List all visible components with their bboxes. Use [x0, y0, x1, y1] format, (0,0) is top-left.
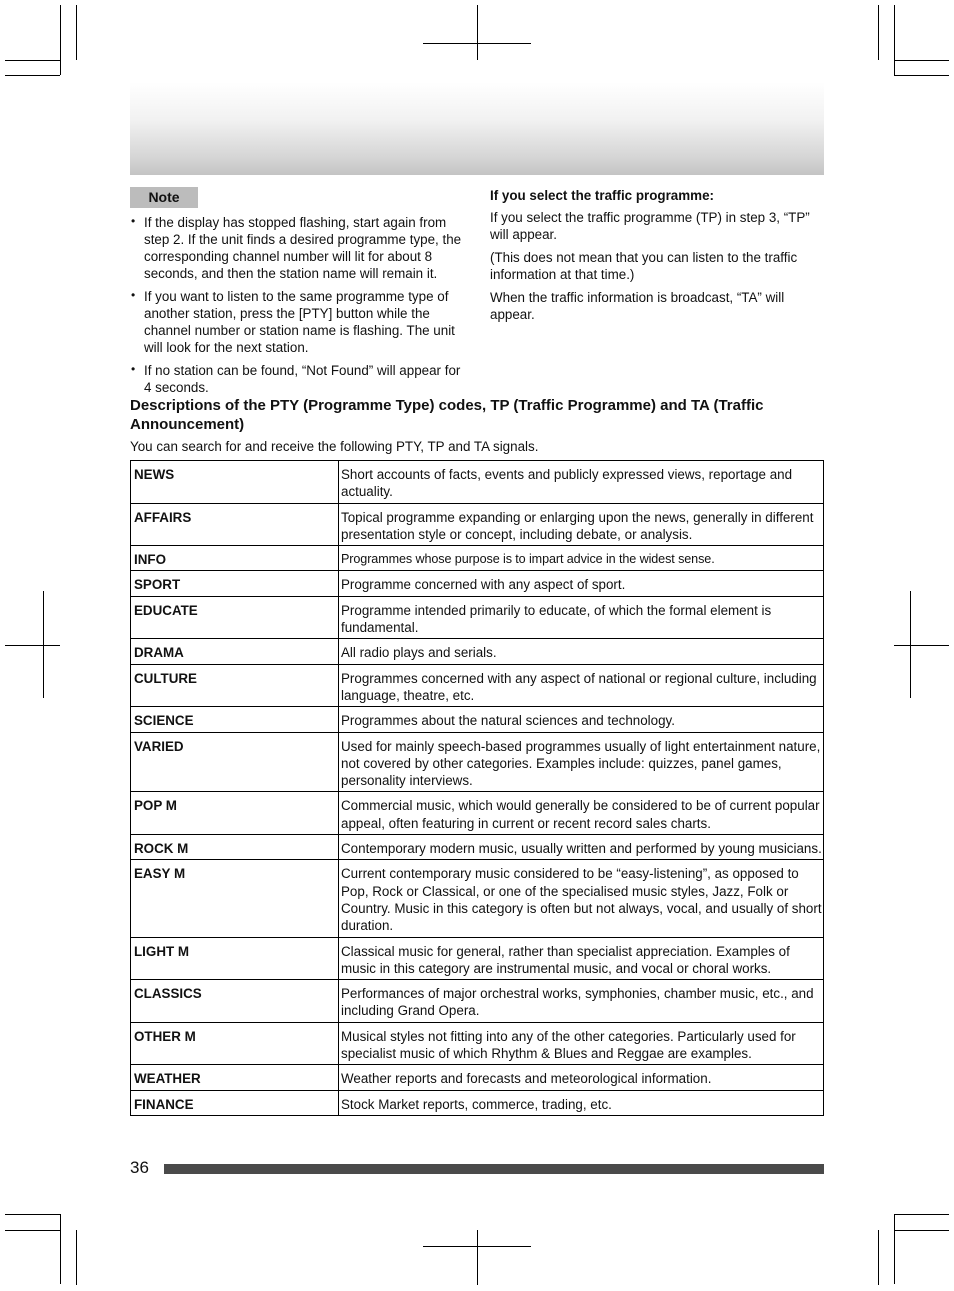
pty-description: Stock Market reports, commerce, trading, etc. — [339, 1090, 824, 1115]
crop-mark — [76, 5, 77, 60]
bullet-icon: • — [131, 214, 136, 228]
crop-mark — [60, 5, 61, 75]
crop-mark — [477, 1230, 478, 1285]
pty-description: Musical styles not fitting into any of the other categories. Particularly used for specialist music of which Rhythm & Blues and Reggae are examples. — [339, 1022, 824, 1065]
footer-bar — [164, 1164, 824, 1174]
pty-intro: You can search for and receive the following PTY, TP and TA signals. — [130, 439, 539, 454]
crop-mark — [894, 60, 949, 61]
pty-code: NEWS — [131, 461, 339, 504]
note-label: Note — [130, 187, 198, 208]
table-row — [131, 937, 824, 980]
traffic-paragraph: (This does not mean that you can listen to the traffic information at that time.) — [490, 250, 798, 282]
pty-code: SPORT — [131, 571, 339, 596]
traffic-paragraph: When the traffic information is broadcast, “TA” will appear. — [490, 290, 785, 322]
pty-code: EDUCATE — [131, 596, 339, 639]
pty-code: FINANCE — [131, 1090, 339, 1115]
table-row — [131, 1065, 824, 1090]
table-row — [131, 860, 824, 937]
note-item — [130, 288, 468, 356]
crop-mark — [5, 1230, 60, 1231]
note-item-text: If you want to listen to the same programme type of another station, press the [PTY] button while the channel number or station name is flashing. The unit will look for the next station. — [144, 289, 455, 355]
note-item — [130, 214, 468, 282]
pty-code: EASY M — [131, 860, 339, 937]
crop-mark — [878, 1230, 879, 1285]
crop-mark — [894, 75, 949, 76]
pty-description: Topical programme expanding or enlarging upon the news, generally in different presentation style or concept, including debate, or analysis. — [339, 503, 824, 546]
pty-description: Contemporary modern music, usually written and performed by young musicians. — [339, 835, 824, 860]
pty-description: Programmes whose purpose is to impart advice in the widest sense. — [339, 546, 824, 571]
table-row — [131, 461, 824, 504]
pty-description: Programme concerned with any aspect of sport. — [339, 571, 824, 596]
crop-mark — [894, 645, 949, 646]
table-row — [131, 732, 824, 792]
traffic-paragraph: If you select the traffic programme (TP) in step 3, “TP” will appear. — [490, 210, 810, 242]
page-number: 36 — [130, 1158, 149, 1177]
crop-mark — [878, 5, 879, 60]
pty-code: DRAMA — [131, 639, 339, 664]
table-row — [131, 792, 824, 835]
crop-mark — [477, 5, 478, 60]
pty-code: VARIED — [131, 732, 339, 792]
table-row — [131, 664, 824, 707]
bullet-icon: • — [131, 362, 136, 376]
pty-description: Weather reports and forecasts and meteorological information. — [339, 1065, 824, 1090]
pty-description: Current contemporary music considered to be “easy-listening”, as opposed to Pop, Rock or Classical, or one of the specialised music styles, Jazz, Folk or Country. Music in this category is often but not always, vocal, and usually of short duration. — [339, 860, 824, 937]
traffic-heading: If you select the traffic programme: — [490, 188, 714, 203]
pty-code: CLASSICS — [131, 980, 339, 1023]
table-row — [131, 503, 824, 546]
table-row — [131, 707, 824, 732]
pty-code: SCIENCE — [131, 707, 339, 732]
pty-description: Commercial music, which would generally be considered to be of current popular appeal, often featuring in current or recent record sales charts. — [339, 792, 824, 835]
table-row — [131, 1090, 824, 1115]
crop-mark — [5, 75, 60, 76]
pty-code: POP M — [131, 792, 339, 835]
table-row — [131, 546, 824, 571]
header-band — [130, 82, 824, 175]
crop-mark — [60, 1214, 61, 1284]
crop-mark — [5, 60, 60, 61]
pty-code: WEATHER — [131, 1065, 339, 1090]
traffic-section — [490, 187, 828, 329]
pty-code: CULTURE — [131, 664, 339, 707]
crop-mark — [894, 1214, 895, 1284]
pty-description: Classical music for general, rather than specialist appreciation. Examples of music in this category are instrumental music, and vocal or choral works. — [339, 937, 824, 980]
note-item — [130, 362, 468, 396]
table-row — [131, 639, 824, 664]
pty-description: Short accounts of facts, events and publicly expressed views, reportage and actuality. — [339, 461, 824, 504]
table-row — [131, 835, 824, 860]
pty-description: Programmes concerned with any aspect of national or regional culture, including language, theatre, etc. — [339, 664, 824, 707]
note-item-text: If no station can be found, “Not Found” will appear for 4 seconds. — [144, 363, 461, 395]
pty-code: AFFAIRS — [131, 503, 339, 546]
table-row — [131, 980, 824, 1023]
crop-mark — [76, 1230, 77, 1285]
crop-mark — [43, 591, 44, 698]
pty-code: INFO — [131, 546, 339, 571]
table-row — [131, 1022, 824, 1065]
table-row — [131, 571, 824, 596]
pty-code: LIGHT M — [131, 937, 339, 980]
crop-mark — [910, 591, 911, 698]
pty-code: ROCK M — [131, 835, 339, 860]
pty-code: OTHER M — [131, 1022, 339, 1065]
note-item-text: If the display has stopped flashing, start again from step 2. If the unit finds a desired programme type, the corresponding channel number will lit for about 8 seconds, and then the station name will remain it. — [144, 215, 462, 281]
pty-description: Performances of major orchestral works, symphonies, chamber music, etc., and including Grand Opera. — [339, 980, 824, 1023]
pty-description: All radio plays and serials. — [339, 639, 824, 664]
pty-description: Used for mainly speech-based programmes usually of light entertainment nature, not covered by other categories. Examples include: quizzes, panel games, personality interviews. — [339, 732, 824, 792]
crop-mark — [894, 5, 895, 75]
crop-mark — [5, 1214, 60, 1215]
pty-table — [130, 460, 824, 1116]
pty-description: Programme intended primarily to educate, of which the formal element is fundamental. — [339, 596, 824, 639]
pty-description: Programmes about the natural sciences and technology. — [339, 707, 824, 732]
crop-mark — [894, 1230, 949, 1231]
crop-mark — [894, 1214, 949, 1215]
crop-mark — [5, 645, 60, 646]
bullet-icon: • — [131, 288, 136, 302]
pty-heading: Descriptions of the PTY (Programme Type) codes, TP (Traffic Programme) and TA (Traffic Announcement) — [130, 397, 764, 433]
note-list — [130, 214, 468, 402]
table-row — [131, 596, 824, 639]
